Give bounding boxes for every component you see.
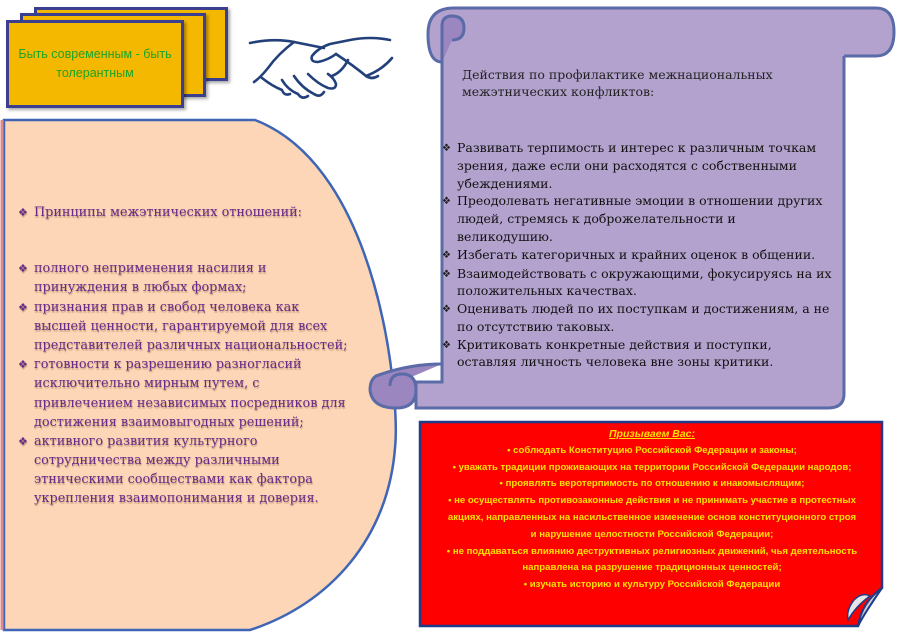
diamond-bullet-icon: ❖ [442,304,451,315]
list-item [18,298,348,356]
list-item [442,139,834,192]
action-item-text: Развивать терпимость и интерес к различным точкам зрения, даже если они расходятся с собственными убеждениями. [457,140,817,191]
diamond-bullet-icon: ❖ [442,196,451,208]
actions-list [442,139,834,371]
list-item [18,355,348,432]
action-item-text: Оценивать людей по их поступкам и достижениям, а не по отсутствию таковых. [457,301,830,334]
diamond-bullet-icon: ❖ [18,206,28,219]
action-item-text: Избегать категоричных и крайних оценок в общении. [457,246,816,262]
appeal-section [424,426,880,594]
list-item [18,432,348,509]
list-item [442,265,834,301]
diamond-bullet-icon: ❖ [442,339,451,351]
principles-section [18,203,348,509]
appeal-line: направлена на разрушение традиционных ценностей; [522,562,782,574]
diamond-bullet-icon: ❖ [442,249,451,261]
actions-heading: Действия по профилактике межнациональных межэтнических конфликтов: [462,67,773,99]
title-card [6,20,184,108]
principles-heading: Принципы межэтнических отношений: [34,205,302,220]
diamond-bullet-icon: ❖ [442,268,451,280]
appeal-line: • не поддаваться влиянию деструктивных религиозных движений, чья деятельность [446,545,858,557]
list-item [442,300,834,336]
principle-item-text: готовности к разрешению разногласий исключительно мирным путем, с привлечением независимых посредников для достижения взаимовыгодных решений; [34,357,346,430]
list-item [442,192,834,245]
appeal-line: • проявлять веротерпимость по отношению к инакомыслящим; [499,478,805,490]
appeal-line: • не осуществлять противозаконные действия и не принимать участие в протестных [448,495,856,507]
diamond-bullet-icon: ❖ [18,262,28,276]
list-item [442,336,834,372]
appeal-list [424,443,880,594]
principle-item-text: активного развития культурного сотрудничества между различными этническими сообществами как фактора укрепления взаимопонимания и доверия. [34,433,319,507]
action-item-text: Взаимодействовать с окружающими, фокусируясь на их положительных качествах. [457,265,832,299]
appeal-line: акциях, направленных на насильственное изменение основ конституционного строя [447,511,857,523]
action-item-text: Критиковать конкретные действия и поступки, оставляя личность человека вне зоны критики. [457,336,774,370]
appeal-line: • уважать традиции проживающих на территории Российской Федерации народов; [452,461,852,473]
appeal-line: • изучать историю и культуру Российской Федерации [523,579,781,591]
appeal-title: Призываем Вас: [608,428,696,440]
list-item [442,246,834,265]
principles-heading-row [18,203,348,222]
principle-item-text: полного неприменения насилия и принуждения в любых формах; [34,261,267,296]
action-item-text: Преодолевать негативные эмоции в отношении других людей, стремясь к доброжелательности и великодушию. [457,193,823,244]
principle-item-text: признания прав и свобод человека как высшей ценности, гарантируемой для всех представителей различных национальностей; [34,299,348,353]
list-item [18,259,348,297]
title-text: Быть современным - быть толерантным [18,46,172,80]
diamond-bullet-icon: ❖ [442,143,451,154]
appeal-line: и нарушение целостности Российской Федерации; [530,528,774,540]
diamond-bullet-icon: ❖ [18,358,28,372]
diamond-bullet-icon: ❖ [18,434,28,448]
appeal-line: • соблюдать Конституцию Российской Федерации и законы; [507,444,797,456]
diamond-bullet-icon: ❖ [18,300,28,314]
